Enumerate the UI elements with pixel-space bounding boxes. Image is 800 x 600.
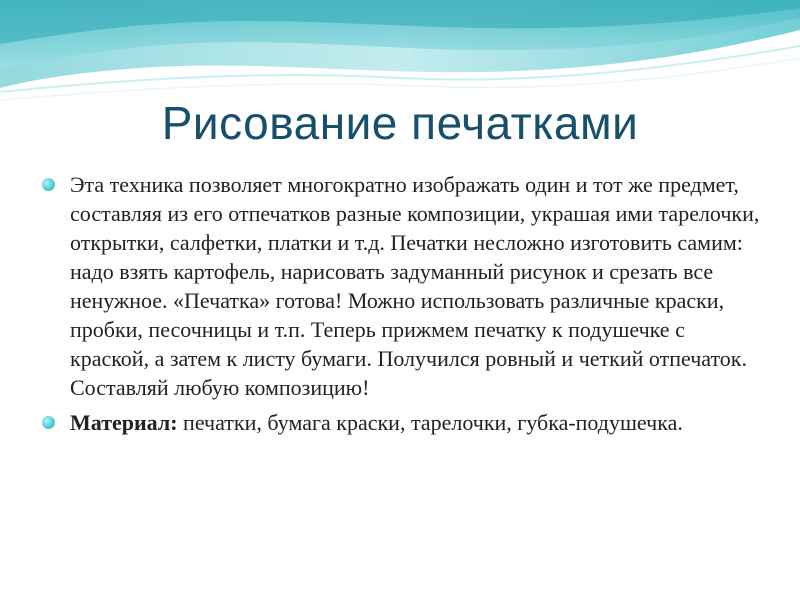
slide-title: Рисование печатками: [161, 97, 639, 149]
bullet-text: Эта техника позволяет многократно изображать один и тот же предмет, составляя из его отпечатков разные композиции, украшая ими тарелочки, открытки, салфетки, платки и т.д. Печатки несложно изготовить самим: надо взять картофель, нарисовать задуманный рисунок и срезать все ненужное. «Печатка» готова! Можно использовать различные краски, пробки, песочницы и т.п. Теперь прижмем печатку к подушечке с краской, а затем к листу бумаги. Получился ровный и четкий отпечаток. Составляй любую композицию!: [70, 172, 760, 400]
bullet-item-materials: [40, 408, 760, 437]
bullet-dot-icon: [42, 178, 55, 191]
wave-header-decoration: [0, 0, 800, 110]
materials-label: Материал:: [70, 410, 178, 435]
bullet-dot-icon: [42, 416, 55, 429]
slide-content: [40, 170, 760, 443]
bullet-item-technique: [40, 170, 760, 402]
materials-text: печатки, бумага краски, тарелочки, губка-подушечка.: [177, 410, 683, 435]
